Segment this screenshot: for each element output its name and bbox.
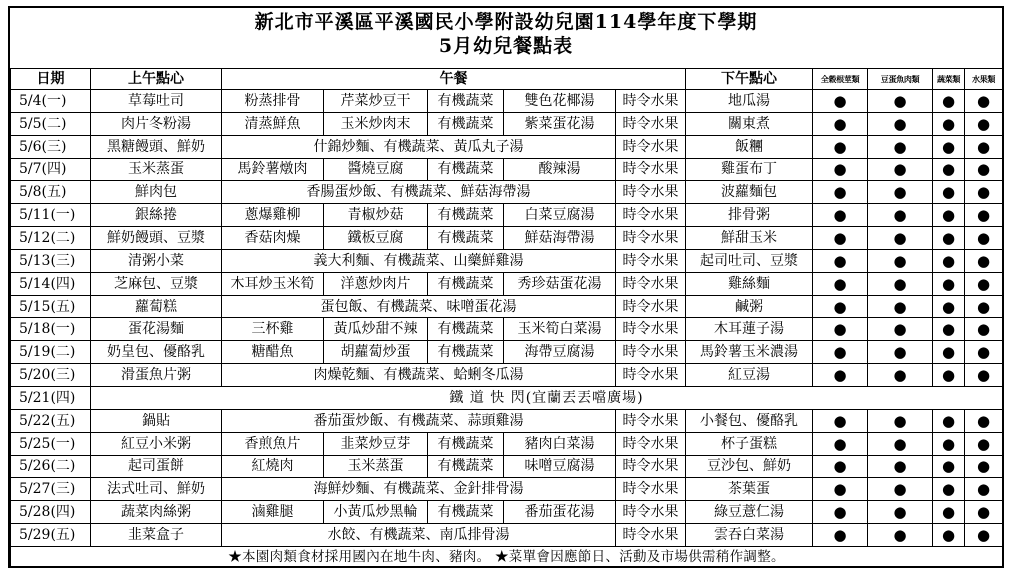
morning-snack-cell: 黑糖饅頭、鮮奶 (91, 135, 222, 158)
grains-dot: ● (813, 295, 868, 318)
vegetable-dot: ● (933, 341, 965, 364)
lunch-side-cell: 玉米炒肉末 (324, 112, 428, 135)
morning-snack-cell: 蛋花湯麵 (91, 318, 222, 341)
header-afternoon-snack: 下午點心 (686, 69, 813, 90)
header-fruits: 水果類 (965, 69, 1003, 90)
lunch-combined-cell: 蛋包飯、有機蔬菜、味噌蛋花湯 (222, 295, 616, 318)
fruit-cell: 時令水果 (616, 204, 686, 227)
grains-dot: ● (813, 364, 868, 387)
afternoon-snack-cell: 鹹粥 (686, 295, 813, 318)
date-cell: 5/7(四) (11, 158, 91, 181)
date-cell: 5/19(二) (11, 341, 91, 364)
morning-snack-cell: 鮮肉包 (91, 181, 222, 204)
protein-dot: ● (868, 364, 933, 387)
lunch-side-cell: 醬燒豆腐 (324, 158, 428, 181)
fruit-dot: ● (965, 158, 1003, 181)
fruit-dot: ● (965, 181, 1003, 204)
fruit-cell: 時令水果 (616, 455, 686, 478)
lunch-side-cell: 洋蔥炒肉片 (324, 272, 428, 295)
lunch-combined-cell: 香腸蛋炒飯、有機蔬菜、鮮菇海帶湯 (222, 181, 616, 204)
fruit-dot: ● (965, 341, 1003, 364)
lunch-main-cell: 粉蒸排骨 (222, 90, 324, 113)
lunch-soup-cell: 番茄蛋花湯 (504, 501, 616, 524)
date-cell: 5/14(四) (11, 272, 91, 295)
fruit-dot: ● (965, 112, 1003, 135)
page-subtitle: 5月幼兒餐點表 (438, 35, 574, 57)
morning-snack-cell: 奶皇包、優酪乳 (91, 341, 222, 364)
fruit-dot: ● (965, 524, 1003, 547)
vegetable-dot: ● (933, 501, 965, 524)
lunch-main-cell: 糖醋魚 (222, 341, 324, 364)
header-protein: 豆蛋魚肉類 (868, 69, 933, 90)
afternoon-snack-cell: 小餐包、優酪乳 (686, 409, 813, 432)
table-row (11, 295, 1003, 318)
table-row (11, 158, 1003, 181)
protein-dot: ● (868, 227, 933, 250)
grains-dot: ● (813, 90, 868, 113)
header-date: 日期 (11, 69, 91, 90)
grains-dot: ● (813, 409, 868, 432)
date-cell: 5/15(五) (11, 295, 91, 318)
lunch-soup-cell: 紫菜蛋花湯 (504, 112, 616, 135)
lunch-main-cell: 紅燒肉 (222, 455, 324, 478)
lunch-soup-cell: 海帶豆腐湯 (504, 341, 616, 364)
protein-dot: ● (868, 318, 933, 341)
protein-dot: ● (868, 409, 933, 432)
fruit-dot: ● (965, 501, 1003, 524)
fruit-dot: ● (965, 318, 1003, 341)
menu-table (10, 68, 1003, 568)
lunch-combined-cell: 義大利麵、有機蔬菜、山藥鮮雞湯 (222, 249, 616, 272)
fruit-dot: ● (965, 364, 1003, 387)
table-row (11, 181, 1003, 204)
afternoon-snack-cell: 木耳蓮子湯 (686, 318, 813, 341)
lunch-soup-cell: 雙色花椰湯 (504, 90, 616, 113)
afternoon-snack-cell: 飯糰 (686, 135, 813, 158)
date-cell: 5/8(五) (11, 181, 91, 204)
fruit-cell: 時令水果 (616, 112, 686, 135)
vegetable-dot: ● (933, 249, 965, 272)
lunch-vegetable-cell: 有機蔬菜 (428, 501, 504, 524)
fruit-dot: ● (965, 432, 1003, 455)
table-row (11, 341, 1003, 364)
lunch-soup-cell: 鮮菇海帶湯 (504, 227, 616, 250)
afternoon-snack-cell: 雞蛋布丁 (686, 158, 813, 181)
morning-snack-cell: 滑蛋魚片粥 (91, 364, 222, 387)
fruit-dot: ● (965, 455, 1003, 478)
date-cell: 5/4(一) (11, 90, 91, 113)
header-lunch: 午餐 (222, 69, 686, 90)
lunch-combined-cell: 水餃、有機蔬菜、南瓜排骨湯 (222, 524, 616, 547)
grains-dot: ● (813, 249, 868, 272)
fruit-dot: ● (965, 90, 1003, 113)
protein-dot: ● (868, 90, 933, 113)
vegetable-dot: ● (933, 318, 965, 341)
lunch-vegetable-cell: 有機蔬菜 (428, 318, 504, 341)
date-cell: 5/11(一) (11, 204, 91, 227)
table-row (11, 249, 1003, 272)
fruit-dot: ● (965, 204, 1003, 227)
protein-dot: ● (868, 524, 933, 547)
table-row (11, 272, 1003, 295)
vegetable-dot: ● (933, 158, 965, 181)
fruit-cell: 時令水果 (616, 227, 686, 250)
table-row (11, 90, 1003, 113)
lunch-vegetable-cell: 有機蔬菜 (428, 272, 504, 295)
grains-dot: ● (813, 432, 868, 455)
date-cell: 5/5(二) (11, 112, 91, 135)
table-row (11, 204, 1003, 227)
lunch-vegetable-cell: 有機蔬菜 (428, 90, 504, 113)
grains-dot: ● (813, 501, 868, 524)
fruit-cell: 時令水果 (616, 90, 686, 113)
date-cell: 5/27(三) (11, 478, 91, 501)
lunch-side-cell: 黃瓜炒甜不辣 (324, 318, 428, 341)
page-title: 新北市平溪區平溪國民小學附設幼兒園114學年度下學期 (254, 11, 758, 33)
fruit-dot: ● (965, 409, 1003, 432)
lunch-main-cell: 香煎魚片 (222, 432, 324, 455)
fruit-cell: 時令水果 (616, 181, 686, 204)
grains-dot: ● (813, 478, 868, 501)
lunch-vegetable-cell: 有機蔬菜 (428, 455, 504, 478)
table-row (11, 227, 1003, 250)
lunch-combined-cell: 肉燥乾麵、有機蔬菜、蛤蜊冬瓜湯 (222, 364, 616, 387)
fruit-cell: 時令水果 (616, 295, 686, 318)
fruit-cell: 時令水果 (616, 158, 686, 181)
vegetable-dot: ● (933, 295, 965, 318)
afternoon-snack-cell: 綠豆薏仁湯 (686, 501, 813, 524)
vegetable-dot: ● (933, 432, 965, 455)
afternoon-snack-cell: 雞絲麵 (686, 272, 813, 295)
lunch-soup-cell: 味噌豆腐湯 (504, 455, 616, 478)
lunch-main-cell: 香菇肉燥 (222, 227, 324, 250)
afternoon-snack-cell: 關東煮 (686, 112, 813, 135)
morning-snack-cell: 蔬菜肉絲粥 (91, 501, 222, 524)
fruit-cell: 時令水果 (616, 432, 686, 455)
date-cell: 5/21(四) (11, 386, 91, 409)
footnote-row (11, 547, 1003, 568)
table-row (11, 478, 1003, 501)
vegetable-dot: ● (933, 227, 965, 250)
morning-snack-cell: 芝麻包、豆漿 (91, 272, 222, 295)
date-cell: 5/12(二) (11, 227, 91, 250)
protein-dot: ● (868, 478, 933, 501)
lunch-side-cell: 韭菜炒豆芽 (324, 432, 428, 455)
table-row (11, 409, 1003, 432)
table-row (11, 318, 1003, 341)
lunch-main-cell: 滷雞腿 (222, 501, 324, 524)
morning-snack-cell: 草莓吐司 (91, 90, 222, 113)
afternoon-snack-cell: 馬鈴薯玉米濃湯 (686, 341, 813, 364)
grains-dot: ● (813, 318, 868, 341)
grains-dot: ● (813, 112, 868, 135)
header-row (11, 69, 1003, 90)
vegetable-dot: ● (933, 204, 965, 227)
afternoon-snack-cell: 茶葉蛋 (686, 478, 813, 501)
grains-dot: ● (813, 158, 868, 181)
date-cell: 5/25(一) (11, 432, 91, 455)
table-row (11, 524, 1003, 547)
lunch-main-cell: 馬鈴薯燉肉 (222, 158, 324, 181)
vegetable-dot: ● (933, 90, 965, 113)
table-row (11, 501, 1003, 524)
table-row (11, 364, 1003, 387)
afternoon-snack-cell: 杯子蛋糕 (686, 432, 813, 455)
vegetable-dot: ● (933, 478, 965, 501)
grains-dot: ● (813, 204, 868, 227)
afternoon-snack-cell: 紅豆湯 (686, 364, 813, 387)
fruit-cell: 時令水果 (616, 478, 686, 501)
fruit-cell: 時令水果 (616, 364, 686, 387)
morning-snack-cell: 鍋貼 (91, 409, 222, 432)
lunch-soup-cell: 酸辣湯 (504, 158, 616, 181)
morning-snack-cell: 肉片冬粉湯 (91, 112, 222, 135)
fruit-dot: ● (965, 135, 1003, 158)
protein-dot: ● (868, 181, 933, 204)
grains-dot: ● (813, 524, 868, 547)
lunch-soup-cell: 白菜豆腐湯 (504, 204, 616, 227)
grains-dot: ● (813, 341, 868, 364)
fruit-dot: ● (965, 227, 1003, 250)
table-row (11, 112, 1003, 135)
lunch-vegetable-cell: 有機蔬菜 (428, 341, 504, 364)
date-cell: 5/29(五) (11, 524, 91, 547)
date-cell: 5/13(三) (11, 249, 91, 272)
lunch-vegetable-cell: 有機蔬菜 (428, 432, 504, 455)
lunch-side-cell: 玉米蒸蛋 (324, 455, 428, 478)
protein-dot: ● (868, 158, 933, 181)
lunch-side-cell: 青椒炒菇 (324, 204, 428, 227)
grains-dot: ● (813, 135, 868, 158)
protein-dot: ● (868, 112, 933, 135)
lunch-main-cell: 蔥爆雞柳 (222, 204, 324, 227)
fruit-dot: ● (965, 478, 1003, 501)
grains-dot: ● (813, 272, 868, 295)
vegetable-dot: ● (933, 455, 965, 478)
morning-snack-cell: 玉米蒸蛋 (91, 158, 222, 181)
protein-dot: ● (868, 341, 933, 364)
table-row (11, 432, 1003, 455)
header-morning-snack: 上午點心 (91, 69, 222, 90)
protein-dot: ● (868, 432, 933, 455)
fruit-cell: 時令水果 (616, 272, 686, 295)
grains-dot: ● (813, 227, 868, 250)
lunch-soup-cell: 玉米筍白菜湯 (504, 318, 616, 341)
afternoon-snack-cell: 豆沙包、鮮奶 (686, 455, 813, 478)
vegetable-dot: ● (933, 524, 965, 547)
vegetable-dot: ● (933, 272, 965, 295)
date-cell: 5/18(一) (11, 318, 91, 341)
vegetable-dot: ● (933, 181, 965, 204)
afternoon-snack-cell: 鮮甜玉米 (686, 227, 813, 250)
fruit-cell: 時令水果 (616, 318, 686, 341)
morning-snack-cell: 起司蛋餅 (91, 455, 222, 478)
protein-dot: ● (868, 501, 933, 524)
lunch-main-cell: 木耳炒玉米筍 (222, 272, 324, 295)
lunch-side-cell: 芹菜炒豆干 (324, 90, 428, 113)
table-row (11, 135, 1003, 158)
morning-snack-cell: 紅豆小米粥 (91, 432, 222, 455)
afternoon-snack-cell: 雲吞白菜湯 (686, 524, 813, 547)
fruit-cell: 時令水果 (616, 341, 686, 364)
lunch-vegetable-cell: 有機蔬菜 (428, 227, 504, 250)
lunch-soup-cell: 豬肉白菜湯 (504, 432, 616, 455)
fruit-cell: 時令水果 (616, 524, 686, 547)
header-grains: 全穀根莖類 (813, 69, 868, 90)
lunch-vegetable-cell: 有機蔬菜 (428, 112, 504, 135)
lunch-combined-cell: 番茄蛋炒飯、有機蔬菜、蒜頭雞湯 (222, 409, 616, 432)
lunch-soup-cell: 秀珍菇蛋花湯 (504, 272, 616, 295)
grains-dot: ● (813, 181, 868, 204)
menu-sheet (8, 6, 1004, 568)
table-row (11, 386, 1003, 409)
morning-snack-cell: 銀絲捲 (91, 204, 222, 227)
lunch-side-cell: 小黃瓜炒黑輪 (324, 501, 428, 524)
table-row (11, 455, 1003, 478)
footnote: ★本園肉類食材採用國內在地牛肉、豬肉。 ★菜單會因應節日、活動及市場供需稍作調整。 (11, 547, 1003, 568)
vegetable-dot: ● (933, 112, 965, 135)
menu-body (11, 90, 1003, 547)
afternoon-snack-cell: 排骨粥 (686, 204, 813, 227)
lunch-combined-cell: 海鮮炒麵、有機蔬菜、金針排骨湯 (222, 478, 616, 501)
lunch-vegetable-cell: 有機蔬菜 (428, 158, 504, 181)
grains-dot: ● (813, 455, 868, 478)
protein-dot: ● (868, 455, 933, 478)
date-cell: 5/6(三) (11, 135, 91, 158)
event-cell: 鐵 道 快 閃(宜蘭丟丟噹廣場) (91, 386, 1003, 409)
afternoon-snack-cell: 地瓜湯 (686, 90, 813, 113)
afternoon-snack-cell: 起司吐司、豆漿 (686, 249, 813, 272)
date-cell: 5/20(三) (11, 364, 91, 387)
date-cell: 5/26(二) (11, 455, 91, 478)
vegetable-dot: ● (933, 135, 965, 158)
lunch-combined-cell: 什錦炒麵、有機蔬菜、黃瓜丸子湯 (222, 135, 616, 158)
morning-snack-cell: 法式吐司、鮮奶 (91, 478, 222, 501)
fruit-dot: ● (965, 295, 1003, 318)
protein-dot: ● (868, 272, 933, 295)
date-cell: 5/28(四) (11, 501, 91, 524)
date-cell: 5/22(五) (11, 409, 91, 432)
fruit-cell: 時令水果 (616, 409, 686, 432)
lunch-side-cell: 胡蘿蔔炒蛋 (324, 341, 428, 364)
fruit-dot: ● (965, 272, 1003, 295)
morning-snack-cell: 韭菜盒子 (91, 524, 222, 547)
morning-snack-cell: 清粥小菜 (91, 249, 222, 272)
fruit-cell: 時令水果 (616, 135, 686, 158)
lunch-main-cell: 三杯雞 (222, 318, 324, 341)
header-vegetables: 蔬菜類 (933, 69, 965, 90)
protein-dot: ● (868, 249, 933, 272)
lunch-main-cell: 清蒸鮮魚 (222, 112, 324, 135)
fruit-cell: 時令水果 (616, 501, 686, 524)
lunch-side-cell: 鐵板豆腐 (324, 227, 428, 250)
fruit-dot: ● (965, 249, 1003, 272)
morning-snack-cell: 鮮奶饅頭、豆漿 (91, 227, 222, 250)
protein-dot: ● (868, 135, 933, 158)
protein-dot: ● (868, 295, 933, 318)
fruit-cell: 時令水果 (616, 249, 686, 272)
vegetable-dot: ● (933, 364, 965, 387)
vegetable-dot: ● (933, 409, 965, 432)
morning-snack-cell: 蘿蔔糕 (91, 295, 222, 318)
protein-dot: ● (868, 204, 933, 227)
lunch-vegetable-cell: 有機蔬菜 (428, 204, 504, 227)
afternoon-snack-cell: 波蘿麵包 (686, 181, 813, 204)
